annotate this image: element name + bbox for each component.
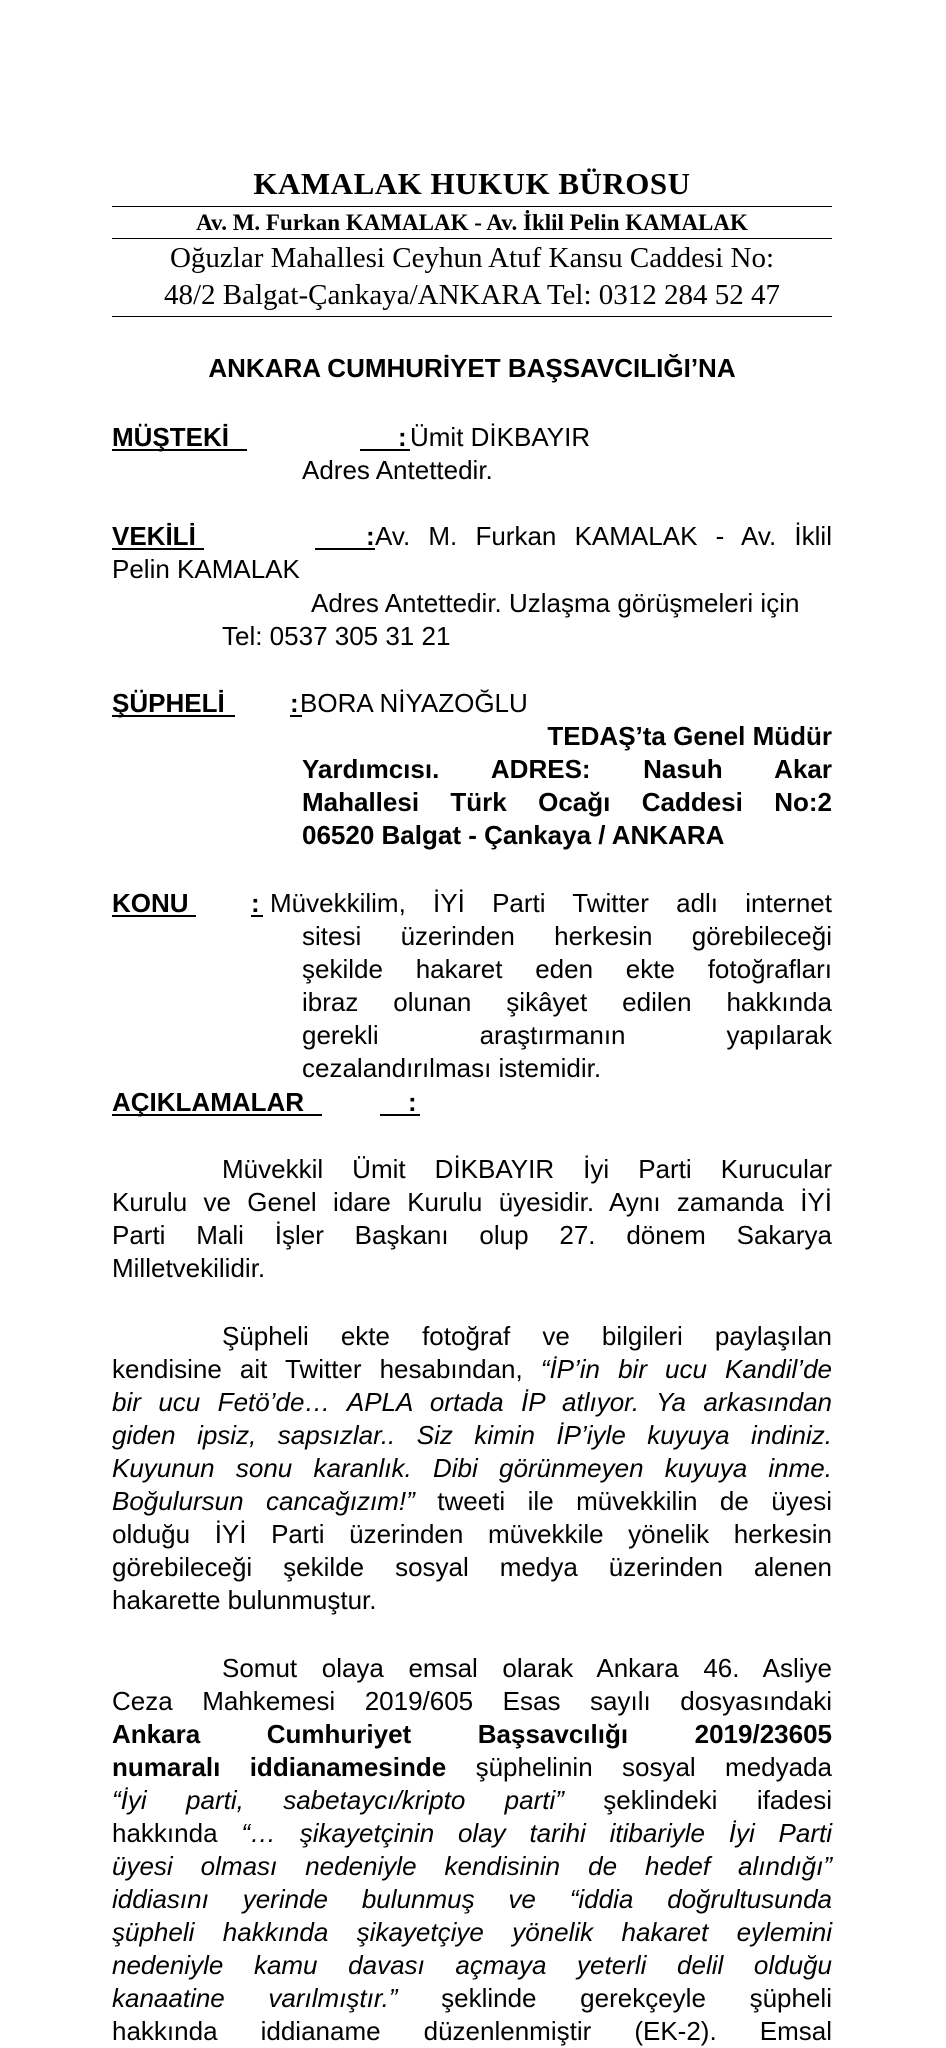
- para2-line-2: [112, 1353, 832, 1386]
- para1-line-3: Parti Mali İşler Başkanı olup 27. dönem Sakarya: [112, 1220, 832, 1250]
- para2-line-2-quote: “İP’in bir ucu Kandil’de: [540, 1354, 832, 1384]
- para3-line-3: Ankara Cumhuriyet Başsavcılığı 2019/23605: [112, 1719, 832, 1749]
- para1-line-1: Müvekkil Ümit DİKBAYIR İyi Parti Kurucular: [222, 1154, 832, 1184]
- suspect-line-2: Yardımcısı. ADRES: Nasuh Akar: [302, 754, 832, 784]
- para2-line-1: Şüpheli ekte fotoğraf ve bilgileri paylaşılan: [222, 1321, 832, 1351]
- complainant-address: Adres Antettedir.: [302, 455, 493, 485]
- subject-line-4: ibraz olunan şikâyet edilen hakkında: [302, 987, 832, 1017]
- attorney-line-1: Av. M. Furkan KAMALAK - Av. İklil: [375, 521, 832, 551]
- para3-line-7: üyesi olması nedeniyle kendisinin de hedef alındığı”: [112, 1851, 832, 1881]
- suspect-colon: :: [290, 688, 299, 718]
- para2-line-5: Kuyunun sonu karanlık. Dibi görünmeyen kuyuya inme.: [112, 1453, 832, 1483]
- para3-line-10: nedeniyle kamu davası açmaya yeterli delil olduğu: [112, 1950, 832, 1980]
- subject-line-2: sitesi üzerinden herkesin görebileceği: [302, 921, 832, 951]
- attorney-label: VEKİLİ: [112, 521, 196, 551]
- para2-line-2-text: kendisine ait Twitter hesabından,: [112, 1354, 541, 1384]
- explanations-label: AÇIKLAMALAR: [112, 1087, 305, 1117]
- letterhead-firm-name: KAMALAK HUKUK BÜROSU: [253, 166, 691, 201]
- attorney-colon: :: [366, 521, 375, 551]
- suspect-line-4: 06520 Balgat - Çankaya / ANKARA: [302, 820, 725, 850]
- para2-line-4: giden ipsiz, sapsızlar.. Siz kimin İP’iyle kuyuya indiniz.: [112, 1420, 832, 1450]
- para3-line-6-text: hakkında: [112, 1818, 242, 1848]
- attorney-line-3: Adres Antettedir. Uzlaşma görüşmeleri için: [311, 588, 800, 618]
- subject-label-underline: [112, 915, 196, 917]
- para3-line-6-quote: “… şikayetçinin olay tarihi itibariyle İyi Parti: [241, 1818, 833, 1848]
- subject-line-1: Müvekkilim, İYİ Parti Twitter adlı internet: [270, 888, 832, 918]
- para3-line-2: Ceza Mahkemesi 2019/605 Esas sayılı dosyasındaki: [112, 1686, 832, 1716]
- explanations-label-underline: [112, 1114, 322, 1116]
- para2-line-9: hakarette bulunmuştur.: [112, 1585, 377, 1615]
- para1-line-4: Milletvekilidir.: [112, 1253, 266, 1283]
- suspect-label-underline: [112, 715, 235, 717]
- para3-line-11-text: şeklinde gerekçeyle şüpheli: [397, 1983, 832, 2013]
- para2-line-7: olduğu İYİ Parti üzerinden müvekkile yönelik herkesin: [112, 1519, 832, 1549]
- para3-line-5-quote: “İyi parti, sabetaycı/kripto parti”: [112, 1785, 564, 1815]
- explanations-colon: :: [408, 1087, 417, 1117]
- para3-line-5: [112, 1784, 832, 1817]
- para3-line-6: [112, 1817, 832, 1850]
- para3-line-12: hakkında iddianame düzenlenmiştir (EK-2). Emsal: [112, 2016, 832, 2046]
- para3-line-9: şüpheli hakkında şikayetçiye yönelik hakaret eylemini: [112, 1917, 832, 1947]
- para2-line-6-text: tweeti ile müvekkilin de üyesi: [414, 1486, 832, 1516]
- complainant-name: Ümit DİKBAYIR: [410, 422, 591, 452]
- subject-line-3: şekilde hakaret eden ekte fotoğrafları: [302, 954, 832, 984]
- para3-line-4: [112, 1751, 832, 1784]
- para3-line-8: iddiasını yerinde bulunmuş ve “iddia doğrultusunda: [112, 1884, 832, 1914]
- suspect-line-3: Mahallesi Türk Ocağı Caddesi No:2: [302, 787, 832, 817]
- letterhead-address-line-2: 48/2 Balgat-Çankaya/ANKARA Tel: 0312 284 52 47: [163, 279, 781, 311]
- subject-line-5: gerekli araştırmanın yapılarak: [302, 1020, 832, 1050]
- suspect-line-1: TEDAŞ’ta Genel Müdür: [547, 721, 832, 751]
- para3-line-4-bold: numaralı iddianamesinde: [112, 1752, 447, 1782]
- para3-line-1: Somut olaya emsal olarak Ankara 46. Asliye: [222, 1653, 832, 1683]
- para2-line-6-quote: Boğulursun cancağızım!”: [112, 1486, 415, 1516]
- attorney-label-underline: [112, 548, 204, 550]
- para2-line-6: [112, 1485, 832, 1518]
- para2-line-3: bir ucu Fetö’de… APLA ortada İP atlıyor. Ya arkasından: [112, 1387, 832, 1417]
- letterhead-rule-middle: [112, 238, 832, 239]
- letterhead-address: [112, 240, 832, 314]
- subject-colon-underline: [251, 915, 263, 917]
- subject-colon: :: [251, 888, 260, 918]
- complainant-label-underline: [112, 421, 247, 451]
- para1-line-2: Kurulu ve Genel idare Kurulu üyesidir. Aynı zamanda İYİ: [112, 1187, 832, 1217]
- letterhead-address-line-1: Oğuzlar Mahallesi Ceyhun Atuf Kansu Caddesi No:: [169, 242, 775, 274]
- subject-line-6: cezalandırılması istemidir.: [302, 1053, 602, 1083]
- para3-line-11-quote: kanaatine varılmıştır.”: [112, 1983, 398, 2013]
- complainant-colon: :: [398, 422, 407, 452]
- document-title: ANKARA CUMHURİYET BAŞSAVCILIĞI’NA: [208, 353, 736, 383]
- suspect-label: ŞÜPHELİ: [112, 688, 225, 718]
- attorney-line-4: Tel: 0537 305 31 21: [222, 621, 451, 651]
- attorney-line-2: Pelin KAMALAK: [112, 554, 300, 584]
- para3-line-11: [112, 1982, 832, 2015]
- complainant-label: MÜŞTEKİ: [112, 422, 229, 452]
- letterhead-rule-bottom: [112, 316, 832, 317]
- para2-line-8: görebileceği şekilde sosyal medya üzerinden alenen: [112, 1552, 832, 1582]
- para3-line-5-text: şeklindeki ifadesi: [563, 1785, 832, 1815]
- letterhead-rule-top: [112, 206, 832, 207]
- letterhead-lawyers: Av. M. Furkan KAMALAK - Av. İklil Pelin KAMALAK: [196, 210, 748, 235]
- suspect-name: BORA NİYAZOĞLU: [300, 688, 528, 718]
- para3-line-4-text: şüphelinin sosyal medyada: [446, 1752, 832, 1782]
- subject-label: KONU: [112, 888, 189, 918]
